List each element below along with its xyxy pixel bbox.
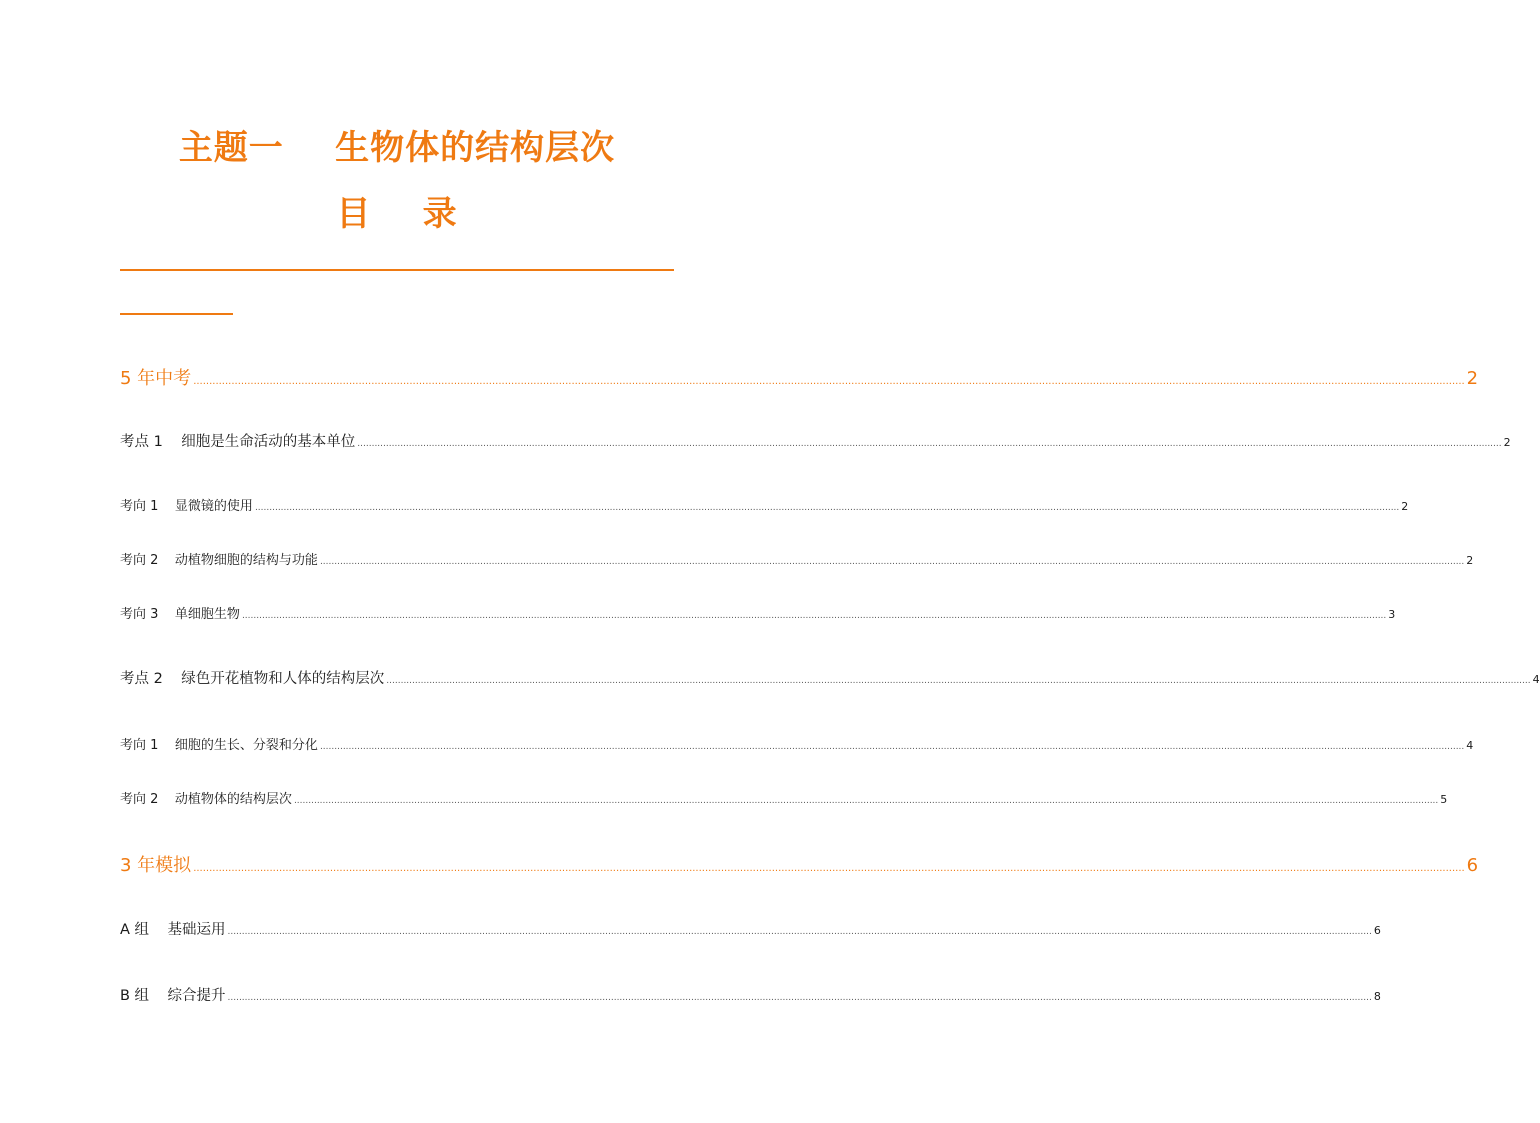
toc-entry-label: 考点 1 细胞是生命活动的基本单位 xyxy=(120,434,356,450)
toc-entry-point-1[interactable] xyxy=(120,430,1511,450)
toc-leader-dots: ................................................................................................................................................................................................................................................................................................................................................................................................................ xyxy=(319,742,1465,752)
toc-leader-dots: ................................................................................................................................................................................................................................................................................................................................................................................................................ xyxy=(193,863,1465,874)
toc-entry-label: 考向 3 单细胞生物 xyxy=(120,607,240,622)
short-divider-line xyxy=(120,313,233,315)
toc-entry-page: 2 xyxy=(1466,554,1474,567)
toc-leader-dots: ................................................................................................................................................................................................................................................................................................................................................................................................................ xyxy=(227,927,1372,937)
toc-entry-page: 2 xyxy=(1466,368,1479,389)
toc-entry-page: 2 xyxy=(1401,500,1409,513)
toc-entry-label: 3 年模拟 xyxy=(120,855,192,876)
toc-entry-label: A 组 基础运用 xyxy=(120,922,226,938)
toc-entry-3-year-mock[interactable] xyxy=(120,851,1479,876)
toc-entry-page: 4 xyxy=(1532,673,1540,686)
toc-entry-page: 6 xyxy=(1466,855,1479,876)
toc-entry-group-a[interactable] xyxy=(120,918,1381,938)
toc-entry-label: 考点 2 绿色开花植物和人体的结构层次 xyxy=(120,671,385,687)
toc-entry-point-2[interactable] xyxy=(120,667,1540,687)
toc-leader-dots: ................................................................................................................................................................................................................................................................................................................................................................................................................ xyxy=(293,796,1439,806)
toc-entry-page: 3 xyxy=(1388,608,1396,621)
toc-entry-label: 考向 2 动植物细胞的结构与功能 xyxy=(120,553,318,568)
toc-entry-group-b[interactable] xyxy=(120,984,1381,1004)
toc-entry-direction-2-1[interactable] xyxy=(120,734,1474,753)
toc-entry-direction-1-1[interactable] xyxy=(120,495,1409,514)
toc-entry-page: 6 xyxy=(1373,924,1381,937)
page-title: 主题一 生物体的结构层次 xyxy=(178,128,616,168)
toc-entry-direction-2-2[interactable] xyxy=(120,788,1448,807)
toc-leader-dots: ................................................................................................................................................................................................................................................................................................................................................................................................................ xyxy=(386,676,1531,686)
divider-line xyxy=(120,269,674,271)
toc-entry-page: 2 xyxy=(1503,436,1511,449)
toc-leader-dots: ................................................................................................................................................................................................................................................................................................................................................................................................................ xyxy=(227,993,1372,1003)
toc-entry-label: 考向 1 细胞的生长、分裂和分化 xyxy=(120,738,318,753)
toc-entry-page: 5 xyxy=(1440,793,1448,806)
toc-leader-dots: ................................................................................................................................................................................................................................................................................................................................................................................................................ xyxy=(319,557,1465,567)
toc-entry-label: 5 年中考 xyxy=(120,368,192,389)
toc-entry-direction-1-2[interactable] xyxy=(120,549,1474,568)
toc-entry-page: 8 xyxy=(1373,990,1381,1003)
toc-entry-label: 考向 1 显微镜的使用 xyxy=(120,499,253,514)
toc-entry-page: 4 xyxy=(1466,739,1474,752)
toc-leader-dots: ................................................................................................................................................................................................................................................................................................................................................................................................................ xyxy=(254,503,1400,513)
toc-entry-label: 考向 2 动植物体的结构层次 xyxy=(120,792,292,807)
toc-heading: 目 录 xyxy=(336,194,458,234)
toc-leader-dots: ................................................................................................................................................................................................................................................................................................................................................................................................................ xyxy=(241,611,1387,621)
toc-leader-dots: ................................................................................................................................................................................................................................................................................................................................................................................................................ xyxy=(193,376,1465,387)
toc-entry-direction-1-3[interactable] xyxy=(120,603,1396,622)
toc-leader-dots: ................................................................................................................................................................................................................................................................................................................................................................................................................ xyxy=(357,439,1502,449)
toc-entry-5-year-exam[interactable] xyxy=(120,364,1479,389)
toc-entry-label: B 组 综合提升 xyxy=(120,988,226,1004)
